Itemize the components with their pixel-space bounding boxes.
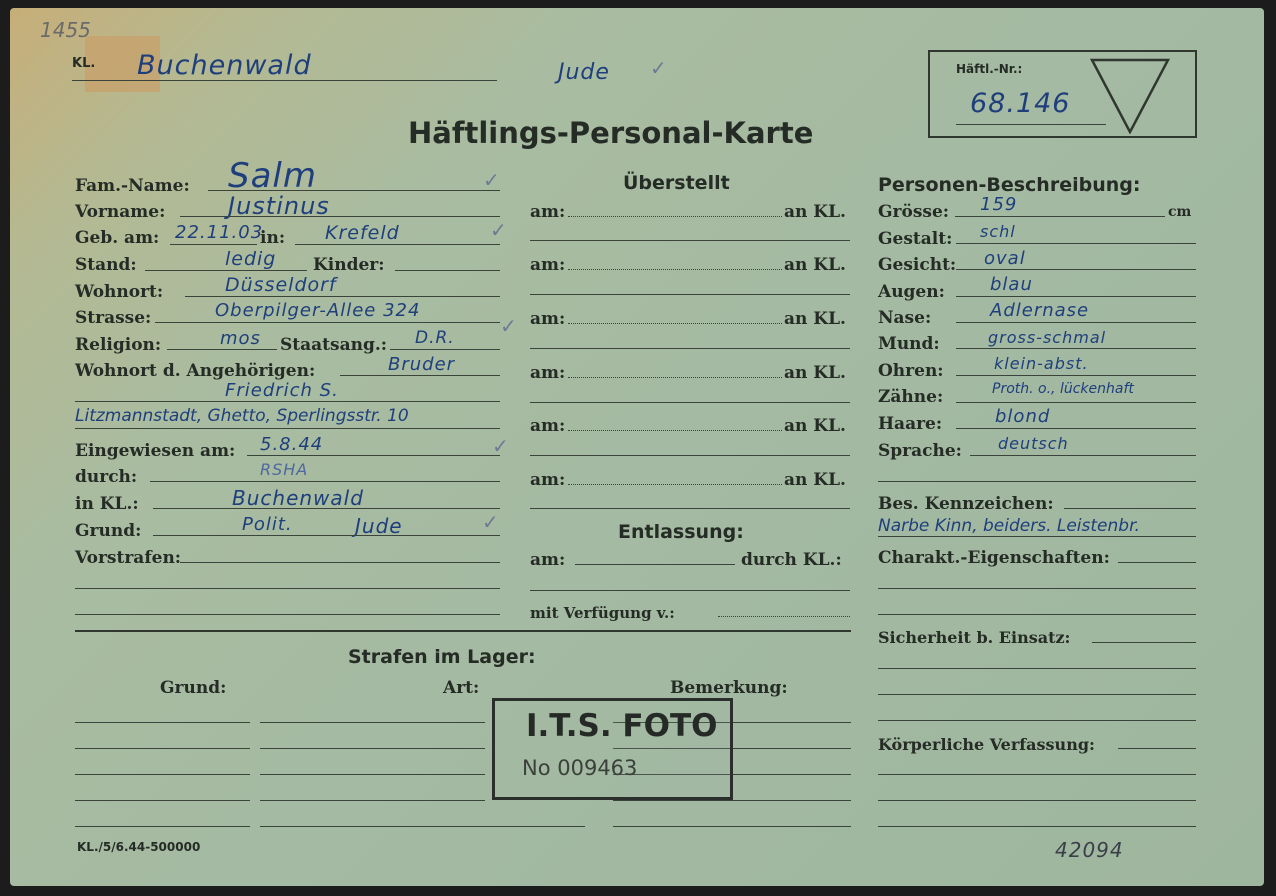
prior-label: Vorstrafen: bbox=[75, 548, 182, 568]
nose-line bbox=[956, 322, 1196, 323]
release-am-line bbox=[575, 564, 735, 565]
language: deutsch bbox=[998, 434, 1069, 453]
check-mark: ✓ bbox=[490, 218, 507, 242]
ears-line bbox=[956, 375, 1196, 376]
relatives-underline-1 bbox=[340, 375, 500, 376]
physical-line-2 bbox=[878, 774, 1196, 775]
language-line bbox=[970, 455, 1196, 456]
ears-label: Ohren: bbox=[878, 361, 944, 381]
height-label: Grösse: bbox=[878, 202, 950, 222]
first-name: Justinus bbox=[228, 192, 330, 220]
born-place: Krefeld bbox=[325, 222, 400, 244]
eyes-line bbox=[956, 296, 1196, 297]
physical-line-4 bbox=[878, 826, 1196, 827]
family-name: Salm bbox=[228, 156, 317, 196]
transfer-dots bbox=[568, 430, 782, 431]
punishment-row-line bbox=[613, 800, 851, 801]
punishment-row-line bbox=[75, 826, 250, 827]
residence-line bbox=[185, 296, 500, 297]
reason-2: Jude bbox=[355, 514, 403, 538]
children-label: Kinder: bbox=[313, 255, 385, 275]
punishments-col-type: Art: bbox=[443, 678, 480, 698]
transfer-am-label: am: bbox=[530, 309, 566, 329]
check-mark: ✓ bbox=[650, 56, 667, 80]
born-label: Geb. am: bbox=[75, 228, 160, 248]
character-line-1 bbox=[1118, 562, 1196, 563]
transfer-an-label: an KL. bbox=[784, 309, 846, 329]
relatives-line-2: Friedrich S. bbox=[225, 380, 339, 401]
prior-line-1 bbox=[180, 562, 500, 563]
camp-name: Buchenwald bbox=[137, 50, 312, 81]
section-divider bbox=[75, 630, 851, 632]
release-title: Entlassung: bbox=[618, 521, 744, 543]
transfer-am-label: am: bbox=[530, 202, 566, 222]
admitted-label: Eingewiesen am: bbox=[75, 441, 236, 461]
religion-label: Religion: bbox=[75, 335, 162, 355]
relatives-label: Wohnort d. Angehörigen: bbox=[75, 361, 316, 381]
transfer-line bbox=[530, 348, 850, 349]
transfer-am-label: am: bbox=[530, 416, 566, 436]
mouth-line bbox=[956, 348, 1196, 349]
transfer-dots bbox=[568, 269, 782, 270]
prisoner-card bbox=[10, 8, 1264, 886]
punishments-title: Strafen im Lager: bbox=[348, 646, 536, 668]
by-label: durch: bbox=[75, 467, 138, 487]
street: Oberpilger-Allee 324 bbox=[215, 300, 421, 321]
transfer-an-label: an KL. bbox=[784, 416, 846, 436]
prior-line-3 bbox=[75, 614, 500, 615]
transfer-dots bbox=[568, 377, 782, 378]
description-title: Personen-Beschreibung: bbox=[878, 174, 1141, 196]
status: ledig bbox=[225, 248, 277, 270]
transfer-am-label: am: bbox=[530, 363, 566, 383]
prisoner-number-line bbox=[956, 124, 1106, 125]
religion: mos bbox=[220, 328, 261, 349]
stamp-line-1: I.T.S. FOTO bbox=[526, 708, 718, 744]
nose-label: Nase: bbox=[878, 308, 932, 328]
mouth: gross-schmal bbox=[988, 328, 1107, 347]
punishment-row-line bbox=[75, 748, 250, 749]
marks-line-1 bbox=[1064, 508, 1196, 509]
stamp-line-2: No 009463 bbox=[522, 756, 638, 780]
pencil-mark: 1455 bbox=[40, 18, 91, 42]
nationality-label: Staatsang.: bbox=[280, 335, 388, 355]
first-name-label: Vorname: bbox=[75, 202, 166, 222]
eyes: blau bbox=[990, 274, 1033, 295]
character-line-3 bbox=[878, 614, 1196, 615]
physical-label: Körperliche Verfassung: bbox=[878, 735, 1095, 754]
hair-label: Haare: bbox=[878, 414, 943, 434]
category: Jude bbox=[558, 60, 610, 85]
transfer-an-label: an KL. bbox=[784, 255, 846, 275]
prior-line-2 bbox=[75, 588, 500, 589]
form-code: KL./5/6.44-500000 bbox=[77, 840, 201, 854]
in-camp-label: in KL.: bbox=[75, 494, 139, 514]
security-line-3 bbox=[878, 694, 1196, 695]
order-dots bbox=[718, 616, 850, 617]
language-label: Sprache: bbox=[878, 441, 962, 461]
height-line bbox=[955, 216, 1165, 217]
triangle-icon bbox=[1090, 58, 1170, 134]
transfer-line bbox=[530, 455, 850, 456]
punishment-row-line bbox=[260, 826, 585, 827]
camp-prefix: KL. bbox=[72, 56, 96, 71]
transfer-dots bbox=[568, 484, 782, 485]
relatives-underline-2 bbox=[75, 401, 500, 402]
in-camp: Buchenwald bbox=[232, 486, 364, 510]
transfer-dots bbox=[568, 216, 782, 217]
teeth-label: Zähne: bbox=[878, 387, 944, 407]
prisoner-number: 68.146 bbox=[970, 88, 1071, 119]
status-label: Stand: bbox=[75, 255, 137, 275]
transfer-line bbox=[530, 294, 850, 295]
nationality: D.R. bbox=[415, 328, 455, 348]
admitted-line bbox=[247, 455, 500, 456]
relatives-line-1: Bruder bbox=[388, 354, 456, 375]
build: schl bbox=[980, 222, 1016, 241]
ears: klein-abst. bbox=[994, 354, 1089, 373]
check-mark: ✓ bbox=[500, 314, 517, 338]
build-line bbox=[956, 243, 1196, 244]
spare-line bbox=[878, 481, 1196, 482]
height-unit: cm bbox=[1168, 204, 1192, 220]
punishment-row-line bbox=[75, 774, 250, 775]
transfer-line bbox=[530, 240, 850, 241]
check-mark: ✓ bbox=[492, 434, 509, 458]
first-name-line bbox=[180, 216, 500, 217]
punishments-col-remark: Bemerkung: bbox=[670, 678, 788, 698]
build-label: Gestalt: bbox=[878, 229, 953, 249]
by-line bbox=[150, 481, 500, 482]
hair-line bbox=[956, 428, 1196, 429]
transfer-dots bbox=[568, 323, 782, 324]
reason-label: Grund: bbox=[75, 521, 142, 541]
transfer-am-label: am: bbox=[530, 255, 566, 275]
transfer-an-label: an KL. bbox=[784, 470, 846, 490]
card-title: Häftlings-Personal-Karte bbox=[408, 116, 814, 150]
release-by-label: durch KL.: bbox=[741, 550, 842, 570]
reason-line bbox=[153, 535, 500, 536]
order-label: mit Verfügung v.: bbox=[530, 604, 675, 622]
face-line bbox=[956, 269, 1196, 270]
transfer-line bbox=[530, 402, 850, 403]
security-label: Sicherheit b. Einsatz: bbox=[878, 628, 1071, 647]
camp-line bbox=[72, 80, 497, 81]
nose: Adlernase bbox=[990, 300, 1090, 321]
street-label: Strasse: bbox=[75, 308, 152, 328]
born-in-label: in: bbox=[260, 228, 286, 248]
security-line-4 bbox=[878, 720, 1196, 721]
release-am-label: am: bbox=[530, 550, 566, 570]
eyes-label: Augen: bbox=[878, 282, 945, 302]
religion-line bbox=[167, 349, 277, 350]
check-mark: ✓ bbox=[482, 510, 499, 534]
hair: blond bbox=[995, 406, 1051, 427]
born-date: 22.11.03 bbox=[175, 222, 264, 243]
status-line bbox=[145, 270, 307, 271]
teeth: Proth. o., lückenhaft bbox=[992, 381, 1134, 397]
security-line-1 bbox=[1092, 642, 1196, 643]
admitted: 5.8.44 bbox=[260, 434, 324, 455]
mouth-label: Mund: bbox=[878, 334, 940, 354]
punishment-row-line bbox=[260, 748, 485, 749]
in-camp-line bbox=[153, 508, 500, 509]
born-place-line bbox=[295, 244, 500, 245]
punishment-row-line bbox=[75, 722, 250, 723]
face-label: Gesicht: bbox=[878, 255, 957, 275]
transfer-am-label: am: bbox=[530, 470, 566, 490]
character-label: Charakt.-Eigenschaften: bbox=[878, 548, 1110, 568]
punishment-row-line bbox=[613, 826, 851, 827]
security-line-2 bbox=[878, 668, 1196, 669]
prisoner-number-label: Häftl.-Nr.: bbox=[956, 62, 1023, 76]
punishments-col-reason: Grund: bbox=[160, 678, 227, 698]
marks-label: Bes. Kennzeichen: bbox=[878, 494, 1054, 514]
release-line bbox=[530, 590, 850, 591]
punishment-row-line bbox=[260, 774, 485, 775]
relatives-line-3: Litzmannstadt, Ghetto, Sperlingsstr. 10 bbox=[75, 406, 409, 426]
marks-line-2 bbox=[878, 536, 1196, 537]
residence-label: Wohnort: bbox=[75, 282, 164, 302]
residence: Düsseldorf bbox=[225, 274, 337, 296]
nationality-line bbox=[390, 349, 500, 350]
relatives-underline-3 bbox=[75, 428, 500, 429]
transfer-title: Überstellt bbox=[623, 172, 730, 194]
check-mark: ✓ bbox=[483, 168, 500, 192]
punishment-row-line bbox=[75, 800, 250, 801]
transfer-an-label: an KL. bbox=[784, 363, 846, 383]
archive-number: 42094 bbox=[1055, 838, 1124, 862]
punishment-row-line bbox=[260, 722, 485, 723]
street-line bbox=[155, 322, 500, 323]
face: oval bbox=[984, 248, 1026, 269]
height: 159 bbox=[980, 194, 1018, 215]
transfer-an-label: an KL. bbox=[784, 202, 846, 222]
teeth-line bbox=[956, 402, 1196, 403]
character-line-2 bbox=[878, 588, 1196, 589]
marks: Narbe Kinn, beiders. Leistenbr. bbox=[878, 516, 1140, 536]
punishment-row-line bbox=[260, 800, 485, 801]
family-name-line bbox=[208, 190, 500, 191]
transfer-line bbox=[530, 508, 850, 509]
family-name-label: Fam.-Name: bbox=[75, 176, 190, 196]
by: RSHA bbox=[260, 460, 309, 479]
children-line bbox=[395, 270, 500, 271]
born-date-line bbox=[170, 244, 257, 245]
physical-line-3 bbox=[878, 800, 1196, 801]
reason-1: Polit. bbox=[242, 514, 293, 535]
physical-line-1 bbox=[1118, 748, 1196, 749]
